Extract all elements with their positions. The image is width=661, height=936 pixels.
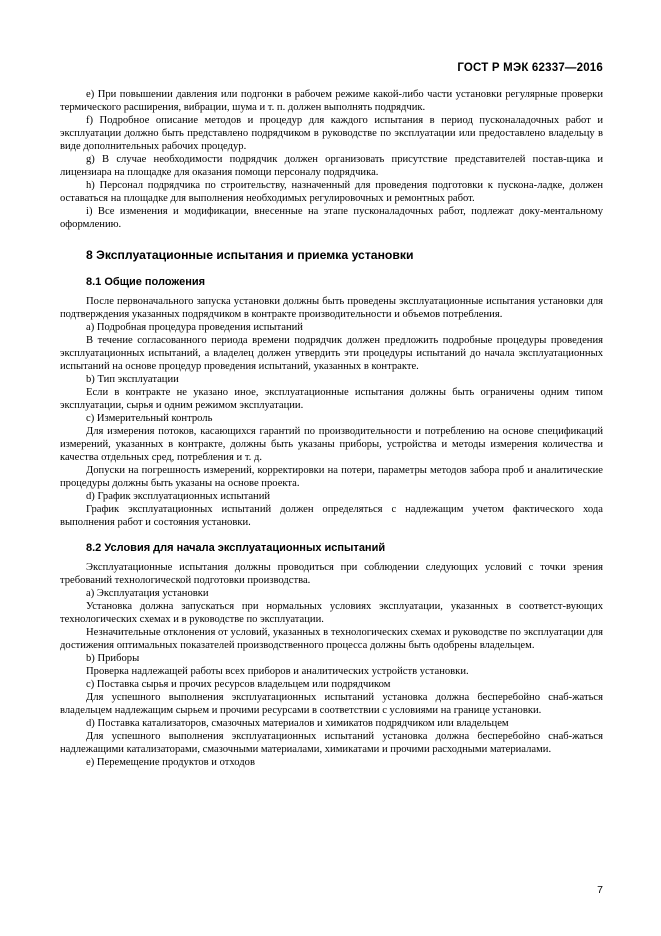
list-item: a) Эксплуатация установки: [86, 588, 209, 599]
list-item: a) Подробная процедура проведения испытаний: [86, 322, 303, 333]
paragraph: График эксплуатационных испытаний должен определяться с надлежащим учетом фактического хода выполнения работ и состояния установки.: [60, 504, 603, 528]
paragraph: e) При повышении давления или подгонки в рабочем режиме какой-либо части установки регулярные проверки термического расширения, вибрации, шума и т. п. должен выполнять подрядчик.: [60, 89, 603, 113]
section-heading-8-2: 8.2 Условия для начала эксплуатационных испытаний: [86, 542, 386, 554]
paragraph: Для успешного выполнения эксплуатационных испытаний установка должна бесперебойно снаб-жаться надлежащими катализаторами, смазочными материалами, химикатами и прочими расходными материалами.: [60, 731, 603, 755]
list-item: e) Перемещение продуктов и отходов: [86, 757, 255, 768]
list-item: b) Приборы: [86, 653, 140, 664]
paragraph: В течение согласованного периода времени подрядчик должен предложить подробные процедуры проведения эксплуатационных испытаний, а владелец должен утвердить эти процедуры испытаний до начала эксплуатационных испытаний на основе процедур проведения испытаний, указанных в контракте.: [60, 335, 603, 372]
paragraph: После первоначального запуска установки должны быть проведены эксплуатационные испытания установки для подтверждения указанных подрядчиком в контракте производительности и объемов потребления.: [60, 296, 603, 320]
paragraph: f) Подробное описание методов и процедур для каждого испытания в период пусконаладочных работ и эксплуатации должно быть представлено подрядчиком в руководстве по эксплуатации или предоставлено владельцу в виде дополнительных рабочих процедур.: [60, 115, 603, 152]
page-number: 7: [597, 884, 603, 896]
list-item: b) Тип эксплуатации: [86, 374, 179, 385]
paragraph: Если в контракте не указано иное, эксплуатационные испытания должны быть ограничены одним типом эксплуатации, сырья и одним режимом эксплуатации.: [60, 387, 603, 411]
paragraph: Проверка надлежащей работы всех приборов и аналитических устройств установки.: [86, 666, 469, 677]
paragraph: Для измерения потоков, касающихся гарантий по производительности и потреблению на основе спецификаций измерений, указанных в контракте, должны быть указаны приборы, устройства и методы измерения количества и качества отдельных сред, потребления и т. д.: [60, 426, 603, 463]
list-item: c) Поставка сырья и прочих ресурсов владельцем или подрядчиком: [86, 679, 391, 690]
section-heading-8: 8 Эксплуатационные испытания и приемка установки: [86, 248, 414, 262]
list-item: d) Поставка катализаторов, смазочных материалов и химикатов подрядчиком или владельцем: [86, 718, 509, 729]
paragraph: Эксплуатационные испытания должны проводиться при соблюдении следующих условий с точки зрения требований технологической подготовки производства.: [60, 562, 603, 586]
section-heading-8-1: 8.1 Общие положения: [86, 276, 206, 288]
paragraph: Для успешного выполнения эксплуатационных испытаний установка должна бесперебойно снаб-жаться владельцем надлежащим сырьем и прочими ресурсами в соответствии с условиями на границе установки.: [60, 692, 603, 716]
page-header: ГОСТ Р МЭК 62337—2016: [457, 62, 603, 74]
paragraph: g) В случае необходимости подрядчик должен организовать присутствие представителей постав-щика и лицензиара на площадке для оказания помощи персоналу подрядчика.: [60, 154, 603, 178]
paragraph: Допуски на погрешность измерений, корректировки на потери, параметры методов забора проб и аналитические процедуры должны быть указаны на основе проекта.: [60, 465, 603, 489]
paragraph: Установка должна запускаться при нормальных условиях эксплуатации, указанных в соответст-вующих технологических схемах и в руководстве по эксплуатации.: [60, 601, 603, 625]
paragraph: i) Все изменения и модификации, внесенные на этапе пусконаладочных работ, подлежат доку-ментальному оформлению.: [60, 206, 603, 230]
list-item: d) График эксплуатационных испытаний: [86, 491, 271, 502]
paragraph: Незначительные отклонения от условий, указанных в технологических схемах и руководстве по эксплуатации для достижения оптимальных показателей производственного процесса должны быть одобрены владельцем.: [60, 627, 603, 651]
list-item: c) Измерительный контроль: [86, 413, 213, 424]
paragraph: h) Персонал подрядчика по строительству, назначенный для проведения подготовки к пускона-ладке, должен оставаться на площадке для выполнения необходимых регулировочных и ремонтных работ.: [60, 180, 603, 204]
document-body: [60, 88, 603, 769]
